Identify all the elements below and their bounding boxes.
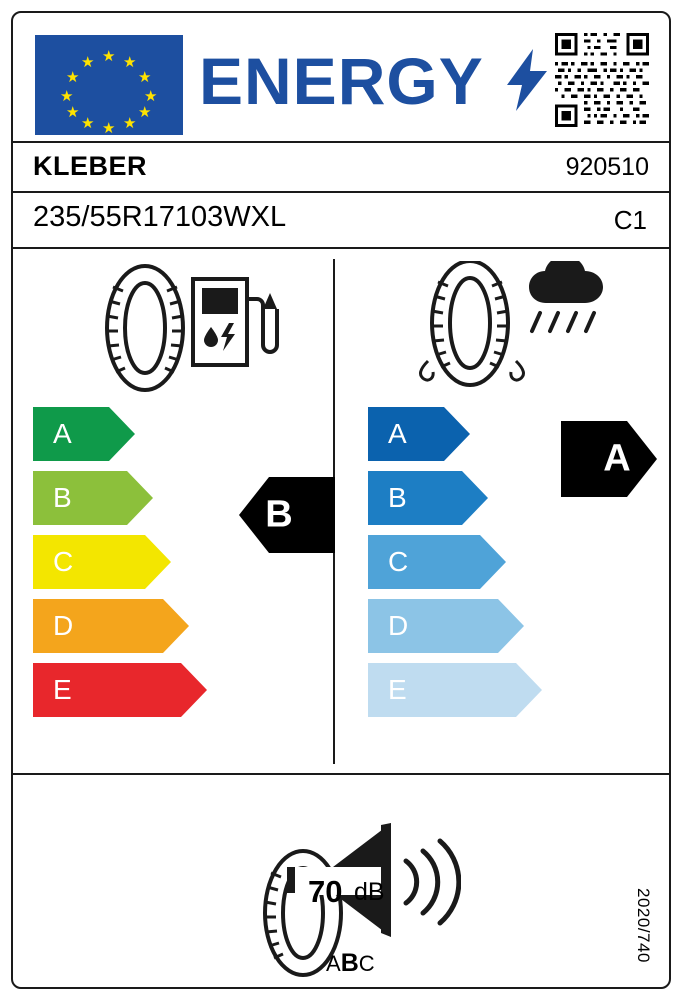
fuel-grade-letter: E: [53, 674, 72, 705]
noise-class-a: A: [326, 951, 341, 976]
wetgrip-grade-letter: C: [388, 546, 409, 577]
fuel-grade-list: [33, 407, 233, 727]
fuel-rating-marker: [239, 477, 335, 553]
size-row: [13, 193, 669, 245]
fuel-grade-a: [33, 407, 233, 461]
brand-name: KLEBER: [33, 151, 148, 181]
noise-unit: dB: [354, 878, 385, 906]
wetgrip-icon-group: [408, 261, 633, 396]
fuel-icon-group: [89, 261, 289, 396]
wetgrip-grade-b: [368, 471, 568, 525]
wetgrip-grade-d: [368, 599, 568, 653]
regulation-code: 2020/740: [634, 888, 653, 963]
brand-row: [13, 143, 669, 191]
wetgrip-grade-e: [368, 663, 568, 717]
fuel-grade-b: [33, 471, 233, 525]
page-title: ENERGY: [199, 44, 484, 118]
wetgrip-rating-marker: [561, 421, 657, 497]
wetgrip-grade-letter: E: [388, 674, 407, 705]
wetgrip-rating-letter: A: [603, 437, 631, 480]
noise-class-b: B: [340, 949, 359, 977]
fuel-grade-letter: D: [53, 610, 74, 641]
fuel-rating-letter: B: [265, 493, 293, 536]
wetgrip-grade-letter: D: [388, 610, 409, 641]
wetgrip-grade-letter: A: [388, 418, 407, 449]
tyre-icon: [89, 261, 289, 396]
label-header: [13, 13, 669, 141]
qr-code: [555, 33, 649, 127]
lightning-bolt-icon: [507, 49, 547, 111]
fuel-grade-letter: C: [53, 546, 74, 577]
ratings-panels: [13, 249, 669, 773]
tyre-class: C1: [613, 205, 647, 235]
fuel-grade-c: [33, 535, 233, 589]
wetgrip-grade-a: [368, 407, 568, 461]
tyre-energy-label: [11, 11, 671, 989]
noise-class-letters: [326, 949, 375, 978]
noise-class-c: C: [358, 951, 375, 976]
wetgrip-grade-letter: B: [388, 482, 407, 513]
article-number: 920510: [565, 153, 649, 181]
noise-value: 70: [308, 874, 343, 909]
fuel-grade-letter: A: [53, 418, 72, 449]
tyre-size: 235/55R17103WXL: [33, 201, 287, 233]
eu-flag: ★ ★ ★ ★ ★ ★ ★ ★ ★ ★ ★ ★: [35, 35, 183, 135]
wetgrip-grade-c: [368, 535, 568, 589]
divider-noise: [13, 773, 669, 775]
fuel-grade-e: [33, 663, 233, 717]
fuel-grade-letter: B: [53, 482, 72, 513]
wetgrip-grade-list: [368, 407, 568, 727]
rain-cloud-icon: [529, 261, 603, 331]
tyre-icon: [408, 261, 633, 396]
fuel-grade-d: [33, 599, 233, 653]
fuel-pump-icon: [193, 279, 277, 365]
